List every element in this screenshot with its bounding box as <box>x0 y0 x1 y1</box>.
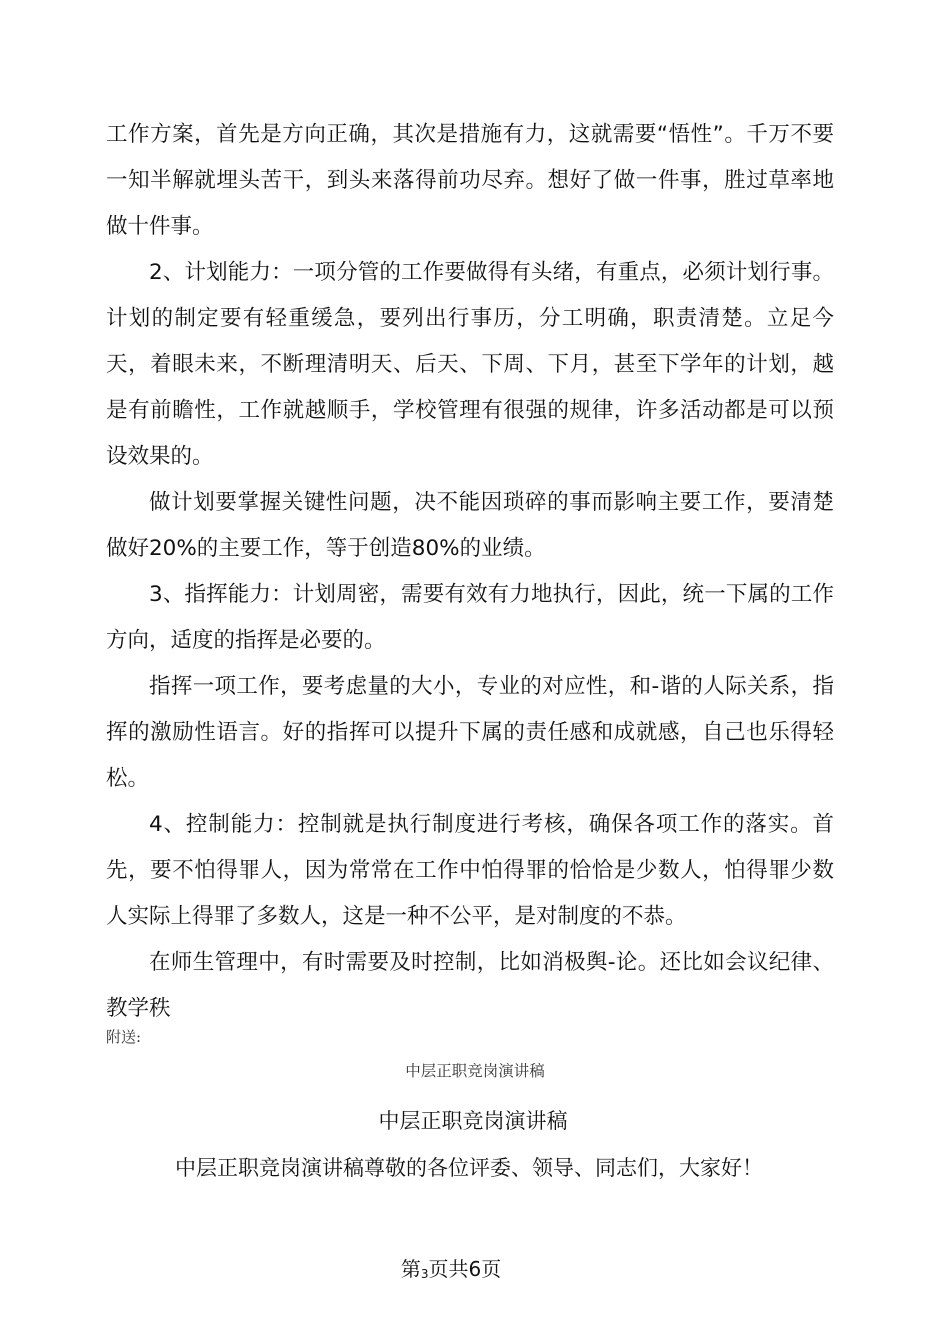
paragraph-1: 工作方案，首先是方向正确，其次是措施有力，这就需要“悟性”。千万不要一知半解就埋头苦干，到头来落得前功尽弃。想好了做一件事，胜过草率地做十件事。 <box>106 122 834 239</box>
appendix-greeting: 中层正职竞岗演讲稿尊敬的各位评委、领导、同志们，大家好！ <box>175 1156 763 1180</box>
paragraph-7: 在师生管理中，有时需要及时控制，比如消极舆-论。还比如会议纪律、教学秩 <box>106 950 834 1021</box>
paragraph-3: 做计划要掌握关键性问题，决不能因琐碎的事而影响主要工作，要清楚做好20%的主要工作，等于创造80%的业绩。 <box>106 490 834 561</box>
footer-middle: 页共 <box>428 1257 469 1281</box>
paragraph-5: 指挥一项工作，要考虑量的大小，专业的对应性，和-谐的人际关系，指挥的激励性语言。好的指挥可以提升下属的责任感和成就感，自己也乐得轻松。 <box>106 674 834 791</box>
body-text <box>106 112 834 1032</box>
appendix-label: 附送: <box>106 1028 142 1046</box>
paragraph-2: 2、计划能力：一项分管的工作要做得有头绪，有重点，必须计划行事。计划的制定要有轻重缓急，要列出行事历，分工明确，职责清楚。立足今天，着眼未来，不断理清明天、后天、下周、下月，甚至下学年的计划，越是有前瞻性，工作就越顺手，学校管理有很强的规律，许多活动都是可以预设效果的。 <box>106 260 834 469</box>
footer-prefix: 第 <box>400 1257 421 1281</box>
footer-page-number: 3 <box>420 1267 429 1281</box>
appendix-small-title: 中层正职竞岗演讲稿 <box>405 1062 545 1080</box>
footer-total-pages: 6 <box>468 1257 482 1281</box>
footer-suffix: 页 <box>481 1257 502 1281</box>
paragraph-6: 4、控制能力：控制就是执行制度进行考核，确保各项工作的落实。首先，要不怕得罪人，因为常常在工作中怕得罪的恰恰是少数人，怕得罪少数人实际上得罪了多数人，这是一种不公平，是对制度的不恭。 <box>106 812 834 929</box>
appendix-main-title: 中层正职竞岗演讲稿 <box>378 1109 568 1133</box>
paragraph-4: 3、指挥能力：计划周密，需要有效有力地执行，因此，统一下属的工作方向，适度的指挥是必要的。 <box>106 582 834 653</box>
page-footer <box>0 1254 902 1289</box>
